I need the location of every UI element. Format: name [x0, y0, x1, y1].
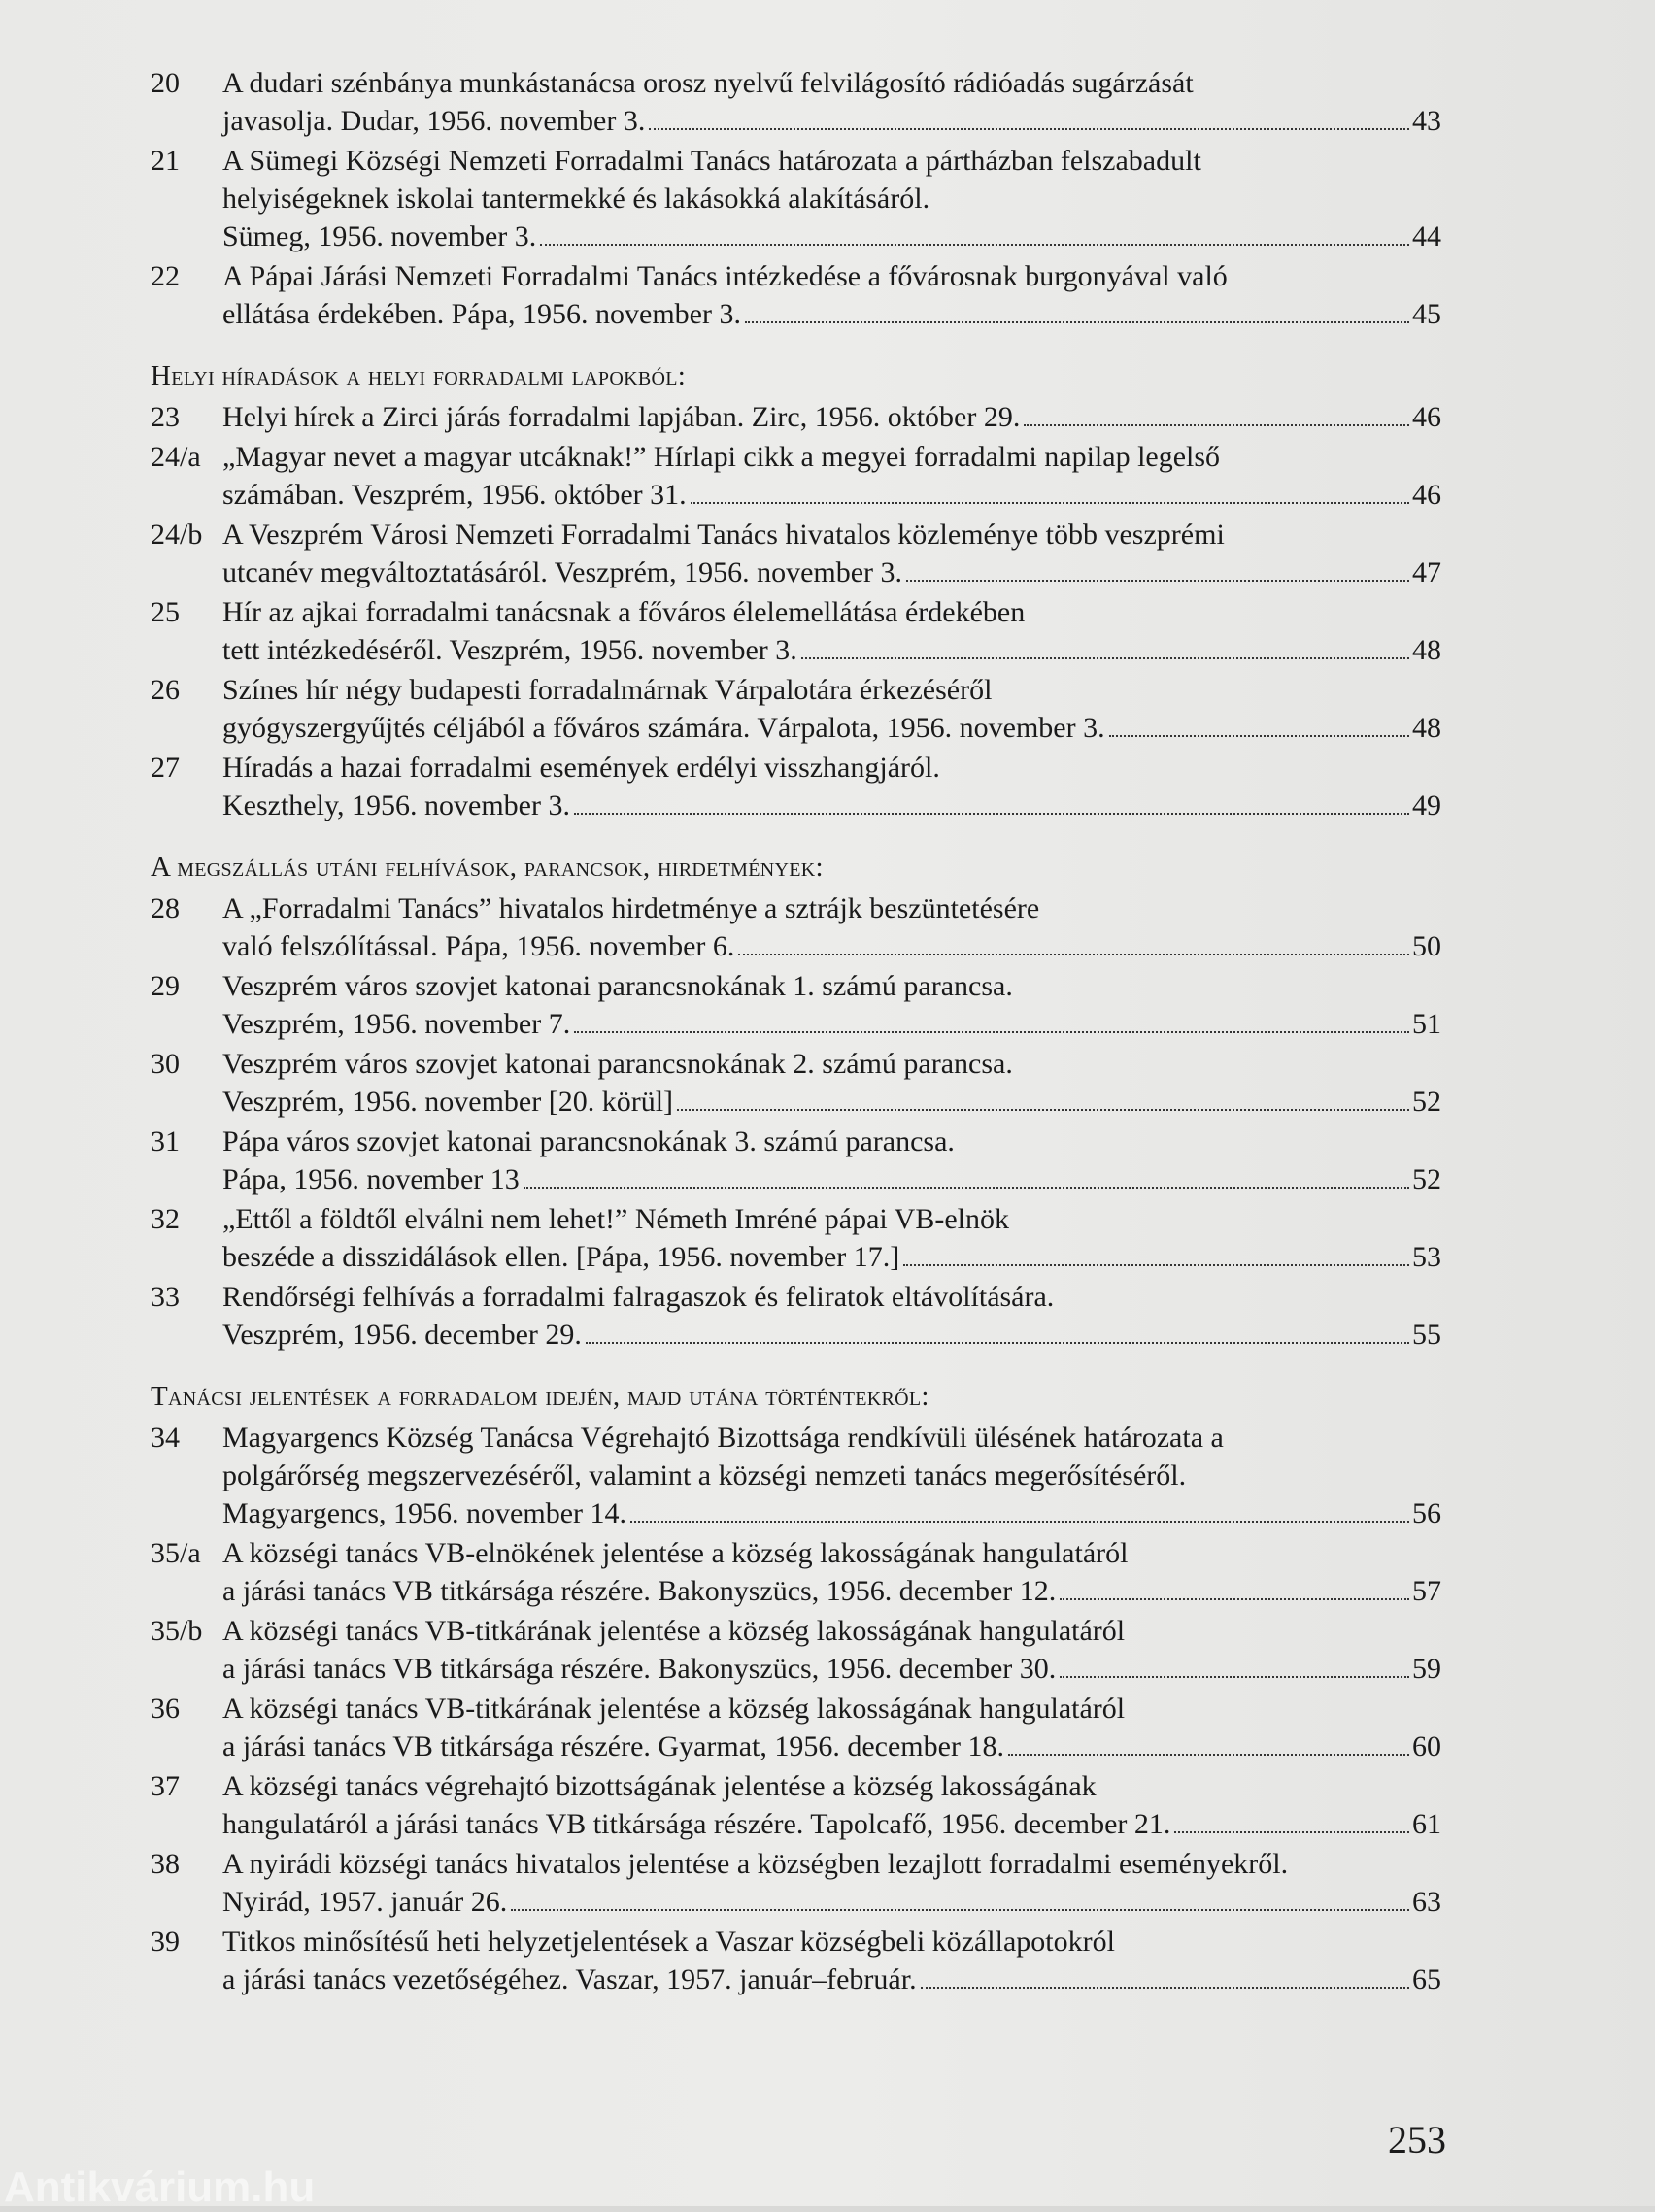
entry-number: 33	[151, 1281, 180, 1313]
entry-body	[222, 516, 1441, 591]
entry-page-number: 48	[1412, 634, 1441, 666]
entry-page-number: 49	[1412, 789, 1441, 821]
entry-body	[222, 438, 1441, 514]
page-number: 253	[1388, 2118, 1446, 2162]
entry-title-line: Színes hír négy budapesti forradalmárnak Várpalotára érkezéséről	[222, 674, 993, 706]
entry-body	[222, 671, 1441, 747]
entry-page-number: 43	[1412, 105, 1441, 137]
entry-body	[222, 398, 1441, 436]
entry-page-number: 57	[1412, 1575, 1441, 1607]
entry-page-number: 61	[1412, 1808, 1441, 1840]
entry-last-line	[222, 1572, 1441, 1610]
entry-number: 20	[151, 67, 180, 99]
entry-title-line: hangulatáról a járási tanács VB titkársága részére. Tapolcafő, 1956. december 21.	[222, 1808, 1171, 1840]
entry-last-line	[222, 1650, 1441, 1688]
entry-number: 31	[151, 1125, 180, 1157]
entry-title-line: A nyirádi községi tanács hivatalos jelentése a községben lezajlott forradalmi eseményekről.	[222, 1848, 1289, 1880]
dot-leader	[540, 244, 1409, 246]
entry-page-number: 60	[1412, 1730, 1441, 1762]
dot-leader	[586, 1342, 1409, 1344]
toc-entry	[151, 1419, 1441, 1532]
entry-page-number: 55	[1412, 1319, 1441, 1351]
toc-entry	[151, 749, 1441, 824]
entry-body	[222, 889, 1441, 965]
entry-last-line	[222, 709, 1441, 747]
dot-leader	[691, 502, 1409, 504]
dot-leader	[738, 954, 1409, 955]
toc-entry	[151, 257, 1441, 333]
entry-page-number: 63	[1412, 1886, 1441, 1918]
entry-title-line: Veszprém, 1956. november [20. körül]	[222, 1086, 674, 1118]
toc-entry	[151, 438, 1441, 514]
entry-body	[222, 1534, 1441, 1610]
entry-number: 21	[151, 145, 180, 177]
entry-title-line: Helyi hírek a Zirci járás forradalmi lapjában. Zirc, 1956. október 29.	[222, 401, 1021, 433]
entry-body	[222, 1612, 1441, 1688]
entry-number: 37	[151, 1770, 180, 1802]
entry-page-number: 51	[1412, 1008, 1441, 1040]
entry-page-number: 47	[1412, 556, 1441, 588]
toc-entry	[151, 1767, 1441, 1843]
entry-last-line	[222, 1961, 1441, 1998]
entry-title-line: gyógyszergyűjtés céljából a főváros számára. Várpalota, 1956. november 3.	[222, 712, 1105, 744]
entry-title-line: Nyirád, 1957. január 26.	[222, 1886, 508, 1918]
entry-body	[222, 749, 1441, 824]
toc-section	[151, 360, 1441, 824]
entry-title-line: utcanév megváltoztatásáról. Veszprém, 1956. november 3.	[222, 556, 903, 588]
entry-number: 25	[151, 596, 180, 628]
toc-entry	[151, 398, 1441, 436]
dot-leader	[1060, 1598, 1409, 1600]
entry-last-line	[222, 631, 1441, 669]
entry-number: 38	[151, 1848, 180, 1880]
entry-title-line: Magyargencs, 1956. november 14.	[222, 1497, 627, 1529]
dot-leader	[906, 580, 1409, 582]
dot-leader	[524, 1187, 1409, 1189]
dot-leader	[1109, 735, 1409, 737]
entry-last-line	[222, 553, 1441, 591]
entry-body	[222, 142, 1441, 255]
entry-body	[222, 967, 1441, 1043]
entry-body	[222, 257, 1441, 333]
entry-last-line	[222, 1083, 1441, 1121]
entry-last-line	[222, 102, 1441, 140]
dot-leader	[1024, 424, 1409, 426]
entry-last-line	[222, 1316, 1441, 1354]
watermark: Antikvárium.hu	[4, 2163, 316, 2211]
dot-leader	[801, 657, 1409, 659]
entry-body	[222, 1690, 1441, 1765]
entry-title-line: A Pápai Járási Nemzeti Forradalmi Tanács intézkedése a fővárosnak burgonyával való	[222, 260, 1228, 292]
entry-title-line: Veszprém város szovjet katonai parancsnokának 2. számú parancsa.	[222, 1048, 1013, 1080]
section-title: Helyi híradások a helyi forradalmi lapokból:	[151, 360, 687, 391]
dot-leader	[745, 321, 1409, 323]
toc-entry	[151, 1612, 1441, 1688]
entry-title-line: Titkos minősítésű heti helyzetjelentések a Vaszar községbeli közállapotokról	[222, 1926, 1115, 1958]
entry-page-number: 53	[1412, 1241, 1441, 1273]
entry-title-line: A községi tanács VB-titkárának jelentése a község lakosságának hangulatáról	[222, 1615, 1126, 1647]
entry-title-line: számában. Veszprém, 1956. október 31.	[222, 479, 687, 511]
toc-section	[151, 1381, 1441, 1998]
entry-last-line	[222, 1160, 1441, 1198]
entry-last-line	[222, 1805, 1441, 1843]
toc-entry	[151, 593, 1441, 669]
entry-page-number: 52	[1412, 1163, 1441, 1195]
entry-number: 23	[151, 401, 180, 433]
entry-title-line: A dudari szénbánya munkástanácsa orosz nyelvű felvilágosító rádióadás sugárzását	[222, 67, 1194, 99]
dot-leader	[921, 1987, 1409, 1989]
entry-title-line: a járási tanács VB titkársága részére. Bakonyszücs, 1956. december 30.	[222, 1653, 1057, 1685]
entry-page-number: 56	[1412, 1497, 1441, 1529]
toc-entry	[151, 671, 1441, 747]
entry-last-line	[222, 1883, 1441, 1921]
dot-leader	[903, 1264, 1409, 1266]
entry-title-line: Veszprém város szovjet katonai parancsnokának 1. számú parancsa.	[222, 970, 1013, 1002]
entry-number: 32	[151, 1203, 180, 1235]
entry-page-number: 50	[1412, 930, 1441, 962]
entry-title-line: Rendőrségi felhívás a forradalmi falragaszok és feliratok eltávolítására.	[222, 1281, 1055, 1313]
entry-title-line: Híradás a hazai forradalmi események erdélyi visszhangjáról.	[222, 752, 940, 784]
entry-page-number: 45	[1412, 298, 1441, 330]
entry-title-line: javasolja. Dudar, 1956. november 3.	[222, 105, 646, 137]
entry-title-line: A Sümegi Községi Nemzeti Forradalmi Tanács határozata a pártházban felszabadult	[222, 145, 1201, 177]
dot-leader	[574, 1031, 1409, 1033]
entry-number: 34	[151, 1422, 180, 1454]
entry-body	[222, 64, 1441, 140]
entry-title-line: A „Forradalmi Tanács” hivatalos hirdetménye a sztrájk beszüntetésére	[222, 892, 1040, 924]
entry-page-number: 44	[1412, 220, 1441, 252]
entry-title-line: polgárőrség megszervezéséről, valamint a községi nemzeti tanács megerősítéséről.	[222, 1459, 1187, 1491]
entry-title-line: Magyargencs Község Tanácsa Végrehajtó Bizottsága rendkívüli ülésének határozata a	[222, 1422, 1224, 1454]
entry-body	[222, 1767, 1441, 1843]
entry-title-line: Hír az ajkai forradalmi tanácsnak a főváros élelemellátása érdekében	[222, 596, 1026, 628]
entry-page-number: 65	[1412, 1963, 1441, 1995]
entry-number: 30	[151, 1048, 180, 1080]
dot-leader	[1060, 1676, 1409, 1678]
entry-title-line: ellátása érdekében. Pápa, 1956. november 3.	[222, 298, 741, 330]
toc-entry	[151, 889, 1441, 965]
entry-body	[222, 1845, 1441, 1921]
entry-title-line: „Ettől a földtől elválni nem lehet!” Németh Imréné pápai VB-elnök	[222, 1203, 1009, 1235]
section-title: A megszállás utáni felhívások, parancsok, hirdetmények:	[151, 852, 824, 883]
entry-title-line: helyiségeknek iskolai tantermekké és lakásokká alakításáról.	[222, 183, 930, 215]
entry-number: 26	[151, 674, 180, 706]
entry-title-line: Keszthely, 1956. november 3.	[222, 789, 570, 821]
entry-title-line: A községi tanács VB-elnökének jelentése a község lakosságának hangulatáról	[222, 1537, 1129, 1569]
table-of-contents	[151, 64, 1441, 1998]
entry-title-line: a járási tanács VB titkársága részére. Bakonyszücs, 1956. december 12.	[222, 1575, 1057, 1607]
toc-entry	[151, 1923, 1441, 1998]
entry-number: 22	[151, 260, 180, 292]
entry-title-line: Pápa, 1956. november 13	[222, 1163, 520, 1195]
entry-number: 35/a	[151, 1537, 201, 1569]
toc-entry	[151, 1123, 1441, 1198]
entry-number: 29	[151, 970, 180, 1002]
entry-last-line	[222, 927, 1441, 965]
toc-section	[151, 64, 1441, 333]
entry-title-line: „Magyar nevet a magyar utcáknak!” Hírlapi cikk a megyei forradalmi napilap legelső	[222, 441, 1221, 473]
toc-entry	[151, 1690, 1441, 1765]
section-title: Tanácsi jelentések a forradalom idején, majd utána történtekről:	[151, 1381, 929, 1412]
entry-page-number: 48	[1412, 712, 1441, 744]
entry-title-line: való felszólítással. Pápa, 1956. november 6.	[222, 930, 735, 962]
dot-leader	[649, 128, 1409, 130]
entry-number: 24/b	[151, 519, 203, 551]
entry-body	[222, 1278, 1441, 1354]
entry-page-number: 52	[1412, 1086, 1441, 1118]
dot-leader	[511, 1909, 1409, 1911]
entry-number: 27	[151, 752, 180, 784]
entry-last-line	[222, 295, 1441, 333]
entry-last-line	[222, 1494, 1441, 1532]
entry-title-line: A községi tanács VB-titkárának jelentése a község lakosságának hangulatáról	[222, 1693, 1126, 1725]
toc-entry	[151, 1845, 1441, 1921]
toc-entry	[151, 967, 1441, 1043]
dot-leader	[1174, 1831, 1409, 1833]
toc-entry	[151, 64, 1441, 140]
dot-leader	[630, 1521, 1409, 1523]
dot-leader	[574, 813, 1409, 815]
entry-title-line: Sümeg, 1956. november 3.	[222, 220, 537, 252]
entry-number: 39	[151, 1926, 180, 1958]
toc-entry	[151, 1045, 1441, 1121]
entry-title-line: Pápa város szovjet katonai parancsnokának 3. számú parancsa.	[222, 1125, 955, 1157]
entry-title-line: Veszprém, 1956. december 29.	[222, 1319, 582, 1351]
toc-entry	[151, 142, 1441, 255]
dot-leader	[1008, 1754, 1409, 1756]
toc-entry	[151, 516, 1441, 591]
entry-title-line: A Veszprém Városi Nemzeti Forradalmi Tanács hivatalos közleménye több veszprémi	[222, 519, 1225, 551]
entry-body	[222, 1923, 1441, 1998]
entry-title-line: a járási tanács vezetőségéhez. Vaszar, 1957. január–február.	[222, 1963, 917, 1995]
entry-number: 35/b	[151, 1615, 203, 1647]
entry-title-line: Veszprém, 1956. november 7.	[222, 1008, 571, 1040]
entry-last-line	[222, 1005, 1441, 1043]
entry-page-number: 46	[1412, 401, 1441, 433]
entry-title-line: beszéde a disszidálások ellen. [Pápa, 1956. november 17.]	[222, 1241, 900, 1273]
toc-section	[151, 852, 1441, 1354]
entry-last-line	[222, 1727, 1441, 1765]
entry-number: 36	[151, 1693, 180, 1725]
entry-page-number: 46	[1412, 479, 1441, 511]
entry-last-line	[222, 218, 1441, 255]
entry-body	[222, 1419, 1441, 1532]
entry-page-number: 59	[1412, 1653, 1441, 1685]
entry-title-line: a járási tanács VB titkársága részére. Gyarmat, 1956. december 18.	[222, 1730, 1004, 1762]
entry-title-line: A községi tanács végrehajtó bizottságának jelentése a község lakosságának	[222, 1770, 1097, 1802]
entry-last-line	[222, 787, 1441, 824]
entry-body	[222, 1045, 1441, 1121]
entry-last-line	[222, 1238, 1441, 1276]
entry-title-line: tett intézkedéséről. Veszprém, 1956. november 3.	[222, 634, 797, 666]
entry-number: 24/a	[151, 441, 201, 473]
entry-body	[222, 1200, 1441, 1276]
dot-leader	[677, 1109, 1409, 1111]
entry-number: 28	[151, 892, 180, 924]
toc-entry	[151, 1200, 1441, 1276]
entry-body	[222, 593, 1441, 669]
toc-entry	[151, 1534, 1441, 1610]
entry-last-line	[222, 476, 1441, 514]
entry-last-line	[222, 398, 1441, 436]
entry-body	[222, 1123, 1441, 1198]
toc-entry	[151, 1278, 1441, 1354]
